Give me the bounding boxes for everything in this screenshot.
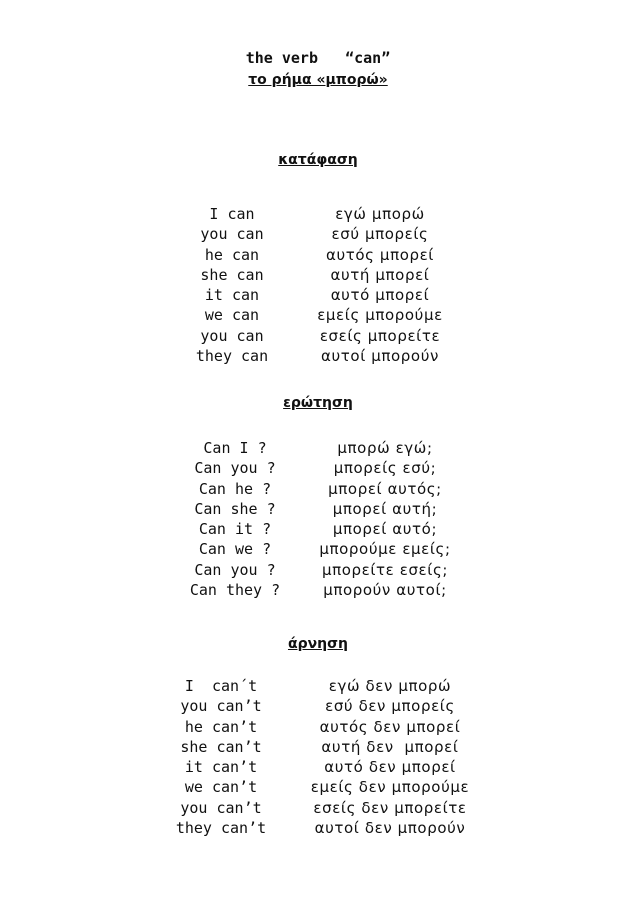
english-form: it can’t: [184, 758, 258, 777]
english-form: Can we ?: [198, 540, 272, 559]
greek-form: εμείς δεν μπορούμε: [310, 778, 470, 797]
english-form: she can: [200, 265, 264, 284]
question-list: [0, 438, 636, 600]
list-item: [0, 717, 636, 737]
list-item: [0, 580, 636, 600]
greek-form: αυτή δεν μπορεί: [321, 737, 459, 756]
list-item: [0, 245, 636, 265]
list-item: [0, 204, 636, 224]
greek-form: μπορώ εγώ;: [337, 439, 433, 457]
greek-form: εσείς μπορείτε: [319, 326, 441, 345]
english-form: I can´t: [184, 677, 258, 695]
greek-form: αυτό δεν μπορεί: [324, 758, 456, 777]
english-form: she can’t: [180, 737, 262, 756]
greek-form: εσείς δεν μπορείτε: [313, 798, 467, 817]
list-item: [0, 818, 636, 838]
document-subtitle: το ρήμα «μπορώ»: [248, 72, 388, 88]
list-item: [0, 676, 636, 696]
greek-form: αυτό μπορεί: [330, 286, 430, 305]
english-form: they can’t: [175, 819, 267, 838]
english-form: Can it ?: [198, 520, 272, 539]
greek-form: αυτός μπορεί: [325, 245, 434, 264]
english-form: Can they ?: [189, 581, 281, 600]
english-form: you can: [200, 225, 264, 244]
list-item: [0, 737, 636, 757]
list-item: [0, 305, 636, 325]
english-form: I can: [209, 205, 255, 223]
english-form: Can she ?: [194, 499, 276, 518]
english-form: Can he ?: [198, 479, 272, 498]
list-item: [0, 458, 636, 478]
list-item: [0, 326, 636, 346]
english-form: we can’t: [184, 778, 258, 797]
section-heading-negative: άρνηση: [287, 636, 348, 652]
greek-form: εγώ μπορώ: [335, 205, 425, 223]
list-item: [0, 438, 636, 458]
greek-form: εμείς μπορούμε: [317, 306, 443, 325]
greek-form: αυτή μπορεί: [330, 265, 430, 284]
greek-form: μπορεί αυτό;: [332, 520, 438, 539]
list-item: [0, 798, 636, 818]
list-item: [0, 539, 636, 559]
english-form: they can: [195, 347, 269, 366]
list-item: [0, 479, 636, 499]
english-form: Can you ?: [194, 459, 276, 478]
english-form: you can: [200, 326, 264, 345]
section-heading-question: ερώτηση: [283, 395, 353, 411]
list-item: [0, 499, 636, 519]
list-item: [0, 346, 636, 366]
english-form: we can: [204, 306, 260, 325]
list-item: [0, 285, 636, 305]
greek-form: εσύ μπορείς: [331, 225, 429, 244]
greek-form: αυτοί δεν μπορούν: [314, 819, 466, 838]
section-heading-affirmative: κατάφαση: [278, 152, 358, 168]
greek-form: εσύ δεν μπορείς: [325, 697, 455, 716]
english-form: he can: [204, 245, 260, 264]
document-title: the verb “can”: [245, 49, 391, 67]
list-item: [0, 560, 636, 580]
affirmative-list: [0, 204, 636, 366]
english-form: it can: [204, 286, 260, 305]
list-item: [0, 696, 636, 716]
list-item: [0, 519, 636, 539]
english-form: Can you ?: [194, 560, 276, 579]
greek-form: μπορεί αυτός;: [328, 479, 442, 498]
english-form: he can’t: [184, 717, 258, 736]
greek-form: αυτός δεν μπορεί: [319, 717, 461, 736]
list-item: [0, 777, 636, 797]
greek-form: μπορεί αυτή;: [332, 499, 438, 518]
negative-list: [0, 676, 636, 838]
english-form: you can’t: [180, 798, 262, 817]
greek-form: μπορούμε εμείς;: [319, 540, 451, 559]
greek-form: μπορείς εσύ;: [333, 459, 437, 478]
greek-form: εγώ δεν μπορώ: [328, 677, 452, 695]
list-item: [0, 265, 636, 285]
greek-form: μπορείτε εσείς;: [321, 560, 449, 579]
english-form: Can I ?: [203, 439, 267, 457]
greek-form: αυτοί μπορούν: [321, 347, 439, 366]
greek-form: μπορούν αυτοί;: [323, 581, 447, 600]
english-form: you can’t: [180, 697, 262, 716]
list-item: [0, 224, 636, 244]
list-item: [0, 757, 636, 777]
